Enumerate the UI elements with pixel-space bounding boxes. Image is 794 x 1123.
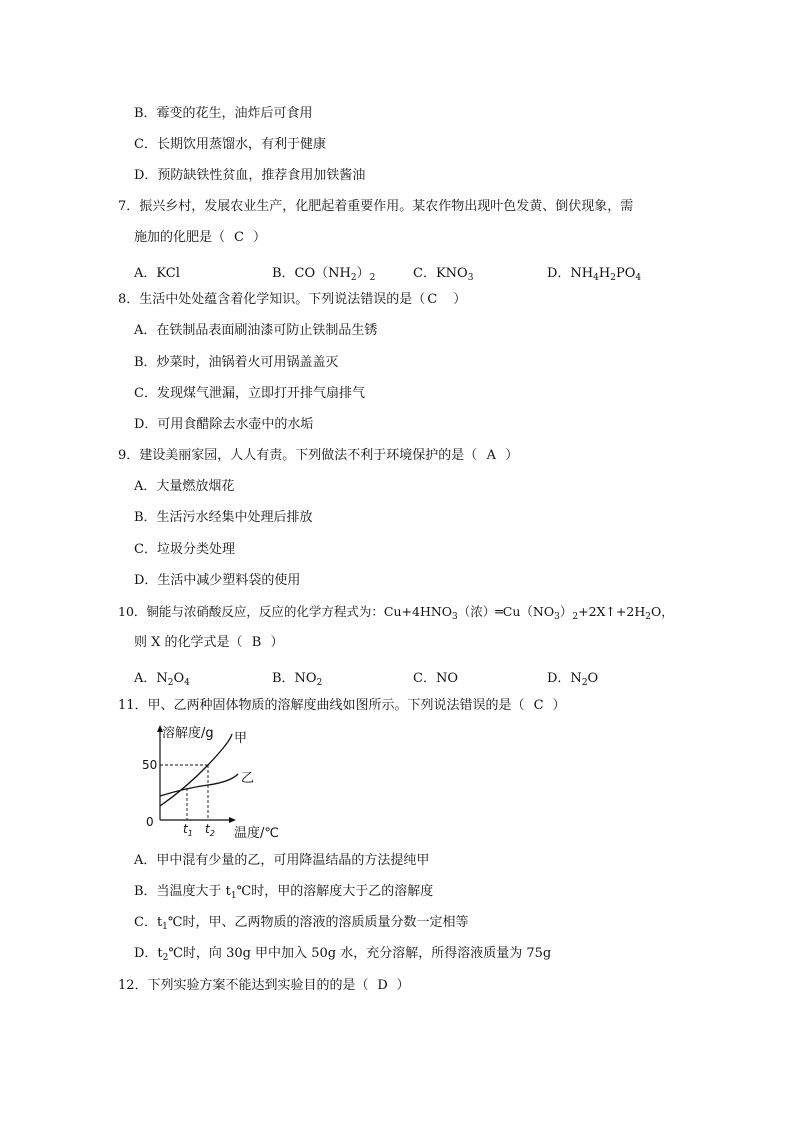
q9-option-c: C．垃圾分类处理	[134, 542, 235, 557]
q11-option-b: B．当温度大于 $t_1℃$时，甲的溶解度大于乙的溶解度	[134, 884, 434, 901]
q11-option-d: D．$t_2℃$时，向 30g 甲中加入 50g 水，充分溶解，所得溶液质量为 75g	[134, 946, 552, 963]
q8-option-a: A．在铁制品表面刷油漆可防止铁制品生锈	[134, 323, 378, 338]
y-axis-label: 溶解度/g	[162, 726, 214, 741]
q6-option-d: D．预防缺铁性贫血，推荐食用加铁酱油	[134, 168, 366, 183]
x-tick-t1: $t_1$	[183, 822, 193, 838]
y-tick-50: 50	[142, 758, 158, 772]
q9-option-d: D．生活中减少塑料袋的使用	[134, 573, 301, 588]
q10-options	[134, 667, 694, 688]
q10-answer: B	[251, 635, 262, 650]
q9-stem: 9．建设美丽家园，人人有责。下列做法不利于环境保护的是（ A ）	[118, 448, 519, 463]
q7-answer: C	[234, 230, 244, 245]
q10-equation-line: 10．铜能与浓硝酸反应，反应的化学方程式为：$Cu+4HNO_3$（浓）$═Cu(NO_3)_2+2X↑+2H_2O$，	[118, 604, 674, 622]
q10-stem-line2: 则 X 的化学式是（ B ）	[134, 635, 284, 650]
origin-label: 0	[146, 815, 154, 829]
q7-options	[134, 262, 694, 283]
q8-stem: 8．生活中处处蕴含着化学知识。下列说法错误的是（ C ）	[118, 292, 467, 307]
x-axis-arrow	[229, 817, 236, 823]
q8-option-d: D．可用食醋除去水壶中的水垢	[134, 417, 314, 432]
q11-stem: 11．甲、乙两种固体物质的溶解度曲线如图所示。下列说法错误的是（ C ）	[118, 698, 566, 713]
q6-option-b: B．霉变的花生，油炸后可食用	[134, 106, 313, 121]
x-tick-t2: $t_2$	[205, 822, 215, 838]
q12-stem: 12．下列实验方案不能达到实验目的的是（ D ）	[118, 978, 410, 993]
q9-option-b: B．生活污水经集中处理后排放	[134, 510, 313, 525]
q9-option-a: A．大量燃放烟花	[134, 479, 235, 494]
q9-answer: A	[486, 448, 496, 463]
q7-option-a: A．KCl	[134, 266, 180, 281]
q8-answer: C	[427, 292, 438, 307]
curve-jia	[160, 734, 232, 806]
q11-answer: C	[533, 698, 544, 713]
q7-option-b: B．$CO(NH_2)_2$	[272, 266, 376, 283]
q7-stem-line2: 施加的化肥是（ C ）	[134, 230, 267, 245]
q10-option-b: B．$NO_2$	[272, 671, 323, 688]
x-axis-label: 温度/℃	[234, 826, 279, 841]
curve-jia-label: 甲	[234, 731, 248, 746]
q8-option-b: B．炒菜时，油锅着火可用锅盖盖灭	[134, 355, 339, 370]
solubility-curve-graph	[142, 722, 296, 842]
curve-yi-label: 乙	[241, 771, 255, 786]
q11-option-a: A．甲中混有少量的乙，可用降温结晶的方法提纯甲	[134, 853, 430, 868]
q10-option-d: D．$N_2O$	[547, 671, 599, 688]
curve-yi	[160, 774, 238, 796]
q7-option-d: D．$NH_4H_2PO_4$	[547, 266, 642, 283]
q7-option-c: C．$KNO_3$	[413, 266, 474, 283]
q6-option-c: C．长期饮用蒸馏水，有利于健康	[134, 137, 326, 152]
q12-answer: D	[377, 978, 388, 993]
q11-option-c: C．$t_1℃$时，甲、乙两物质的溶液的溶质质量分数一定相等	[134, 915, 469, 932]
q7-stem-line1: 7．振兴乡村，发展农业生产，化肥起着重要作用。某农作物出现叶色发黄、倒伏现象，需	[118, 199, 634, 214]
q10-option-a: A．$N_2O_4$	[134, 671, 190, 688]
q8-option-c: C．发现煤气泄漏，立即打开排气扇排气	[134, 386, 365, 401]
q10-option-c: C．NO	[413, 671, 458, 686]
